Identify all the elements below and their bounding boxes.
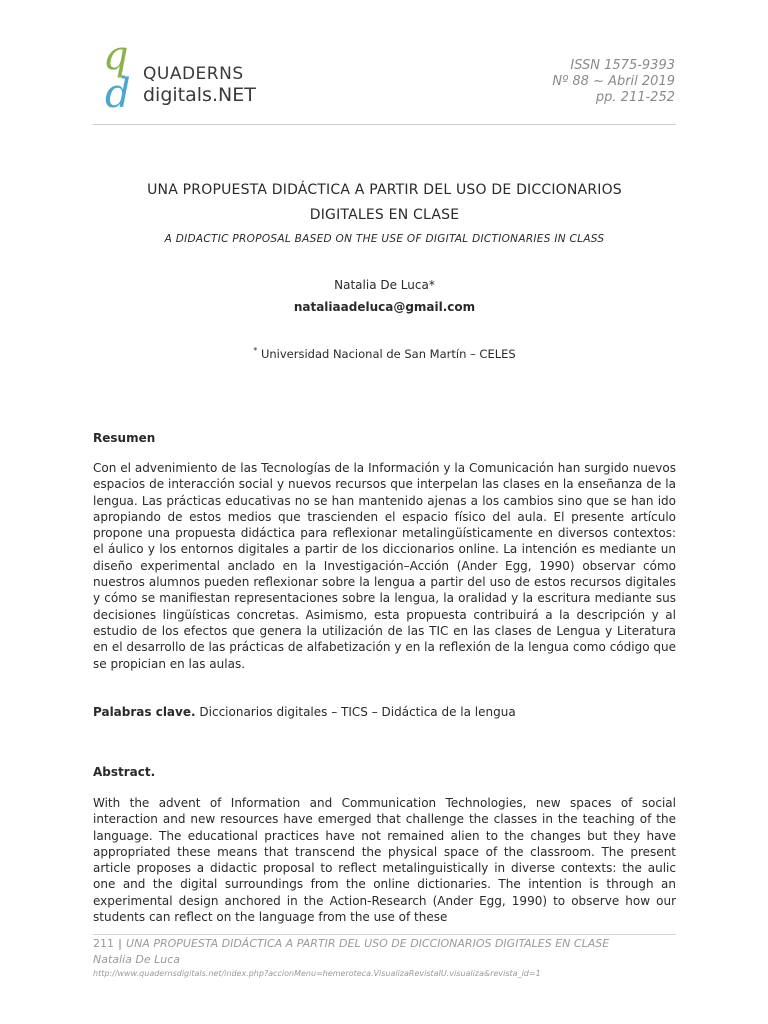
footer-running-title: [93, 937, 609, 950]
page-number: 211: [93, 937, 114, 950]
keywords-label: Palabras clave.: [93, 705, 196, 719]
keywords-list: Diccionarios digitales – TICS – Didáctica de la lengua: [199, 705, 516, 719]
author-name: Natalia De Luca*: [334, 278, 435, 292]
author-affiliation: [93, 346, 676, 361]
logo-text-quaderns: QUADERNS: [143, 64, 244, 84]
logo-text-digitals: digitals.NET: [143, 84, 256, 106]
footer-separator: |: [118, 937, 123, 950]
article-title: [93, 178, 676, 228]
issue-number: Nº 88 ~ Abril 2019: [552, 74, 675, 89]
title-line-1: UNA PROPUESTA DIDÁCTICA A PARTIR DEL USO DE DICCIONARIOS: [147, 182, 622, 198]
affiliation-text: Universidad Nacional de San Martín – CELES: [260, 346, 516, 361]
resumen-heading: Resumen: [93, 431, 156, 445]
title-line-2: DIGITALES EN CLASE: [309, 207, 460, 223]
footer-author: Natalia De Luca: [93, 953, 180, 966]
footer-title: UNA PROPUESTA DIDÁCTICA A PARTIR DEL USO DE DICCIONARIOS DIGITALES EN CLASE: [126, 937, 610, 950]
affiliation-mark: *: [253, 346, 258, 355]
journal-logo: [103, 33, 323, 122]
issn-number: ISSN 1575-9393: [570, 58, 675, 73]
resumen-text: Con el advenimiento de las Tecnologías de la Información y la Comunicación han surgido nuevos espacios de interacción social y nuevos recursos que interpelan las clases en la enseñanza de la lengua. Las prácticas educativas no se han mantenido ajenas a los cambios sino que se han ido apropiando de estos medios que trascienden el espacio físico del aula. El presente artículo propone una propuesta didáctica para reflexionar metalingüísticamente en diversos contextos: el áulico y los entornos digitales a partir de los diccionarios online. La intención es mediante un diseño experimental anclado en la Investigación–Acción (Ander Egg, 1990) observar cómo nuestros alumnos pueden reflexionar sobre la lengua a partir del uso de estos recursos digitales y cómo se manifiestan representaciones sobre la lengua, la oralidad y la escritura mediante sus decisiones lingüísticas concretas. Asimismo, esta propuesta contribuirá a la descripción y al estudio de los efectos que genera la utilización de las TIC en las clases de Lengua y Literatura en el desarrollo de las prácticas de alfabetización y en la reflexión de la lengua como código que se propician en las aulas.: [93, 461, 676, 671]
page-range: pp. 211-252: [595, 90, 675, 105]
logo-mark-q: q: [103, 33, 129, 79]
abstract-heading: Abstract.: [93, 765, 156, 779]
footer-divider: [93, 934, 676, 935]
article-subtitle: A DIDACTIC PROPOSAL BASED ON THE USE OF DIGITAL DICTIONARIES IN CLASS: [164, 233, 605, 245]
logo-mark-d: d: [105, 71, 131, 117]
keywords-line: [93, 705, 516, 719]
footer-url[interactable]: http://www.quadernsdigitals.net/index.php?accionMenu=hemeroteca.VisualizaRevistaIU.visualiza&revista_id=1: [93, 969, 541, 978]
abstract-text: With the advent of Information and Communication Technologies, new spaces of social interaction and new resources have emerged that challenge the classes in the teaching of the language. The educational practices have not remained alien to the changes but they have appropriated these means that transcend the physical space of the classroom. The present article proposes a didactic proposal to reflect metalinguistically in diverse contexts: the aulic one and the digital surroundings from the online dictionaries. The intention is through an experimental design anchored in the Action-Research (Ander Egg, 1990) to observe how our students can reflect on the language from the use of these: [93, 796, 676, 925]
issue-info: [552, 58, 675, 106]
author-email[interactable]: nataliaadeluca@gmail.com: [293, 300, 476, 314]
header-divider: [93, 124, 676, 125]
